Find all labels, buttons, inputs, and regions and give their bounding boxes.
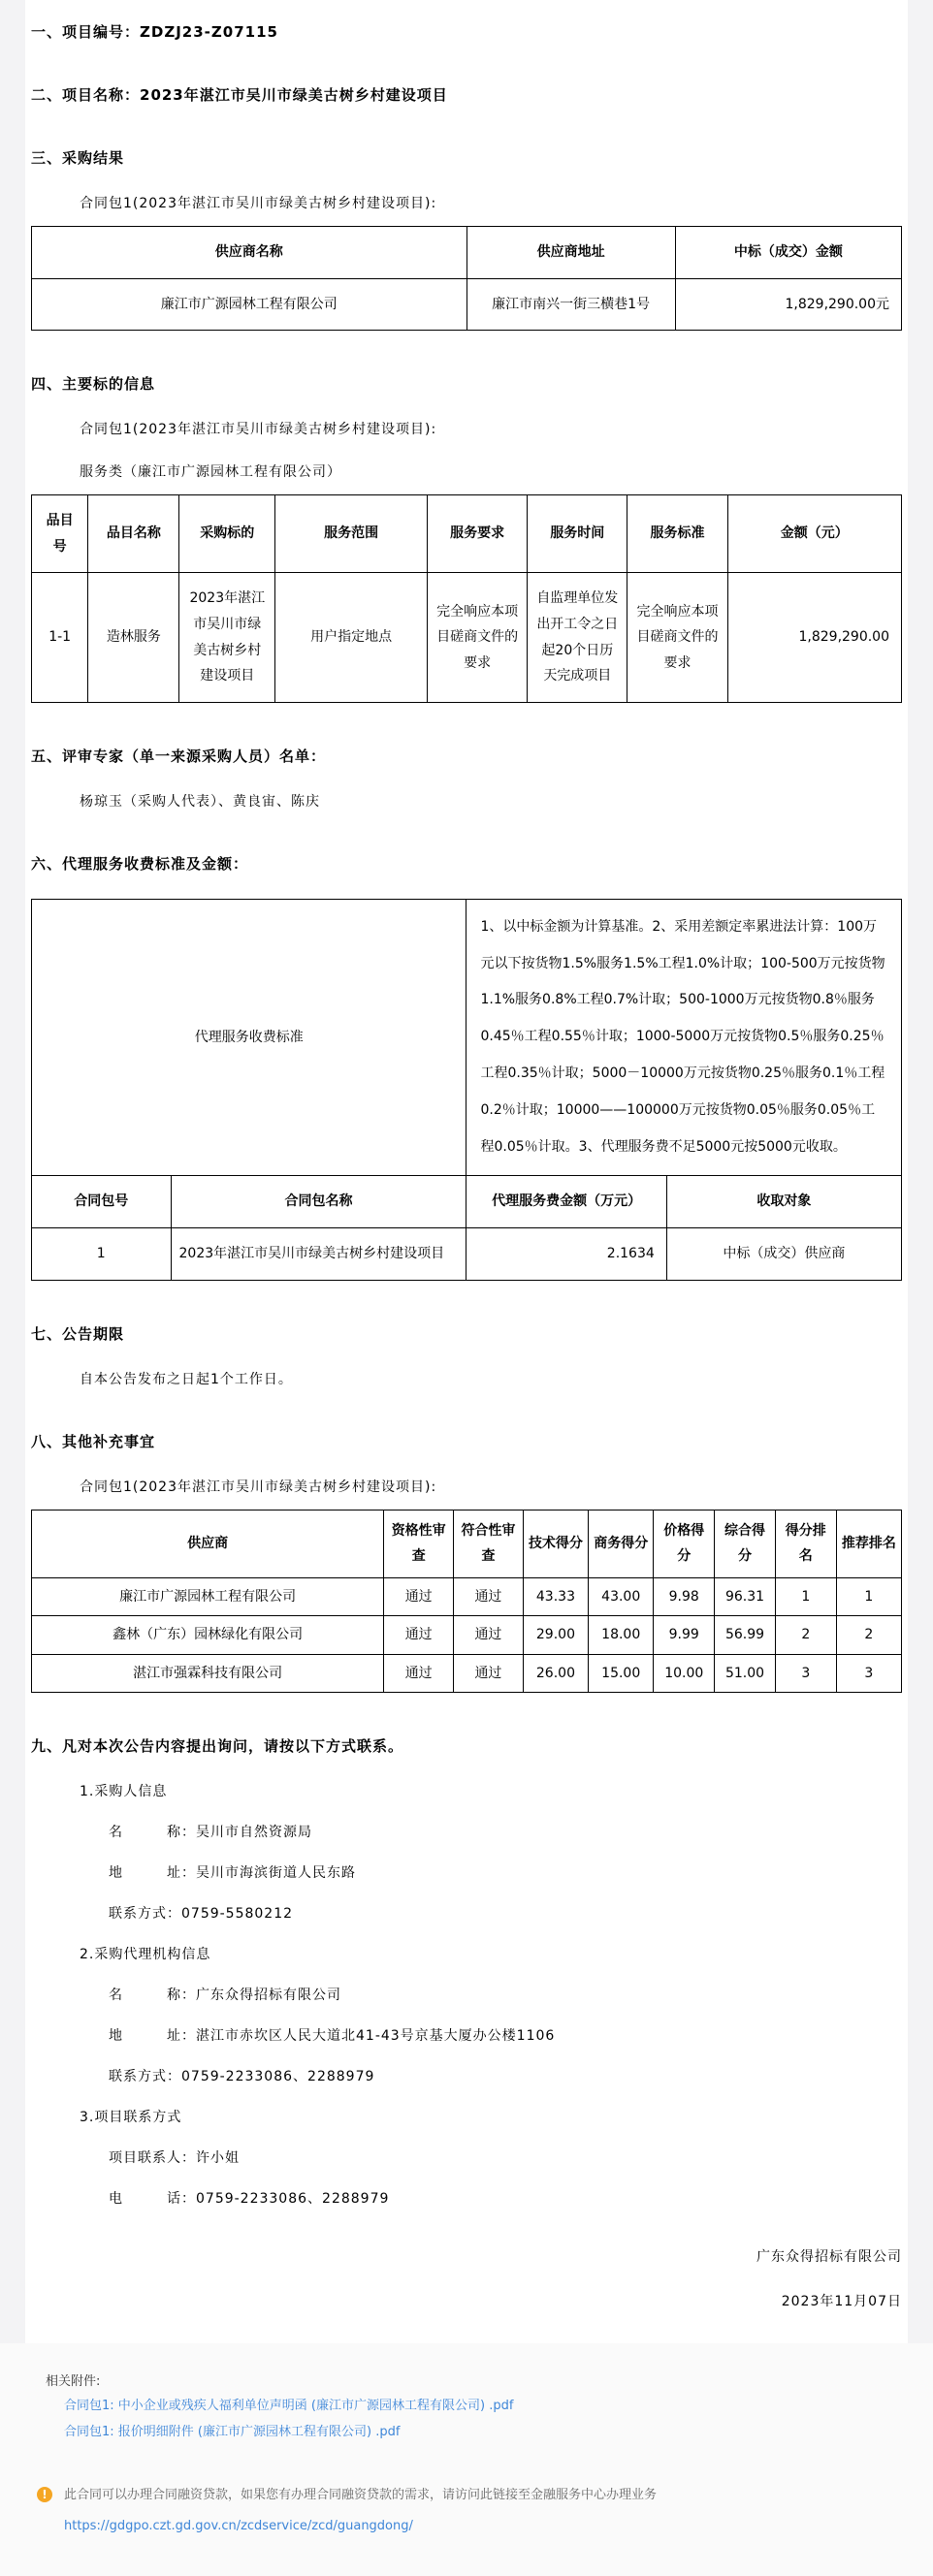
fee-payer-cell: 中标（成交）供应商 — [666, 1227, 901, 1280]
procurement-result-heading: 三、采购结果 — [31, 149, 125, 167]
package-name-header: 合同包名称 — [171, 1176, 466, 1228]
buyer-contact: 联系方式：0759-5580212 — [109, 1906, 294, 1923]
supplementary-heading: 八、其他补充事宜 — [31, 1432, 156, 1450]
award-amount-cell: 1,829,290.00元 — [675, 278, 901, 331]
procurement-target-cell: 2023年湛江市吴川市绿美古树乡村建设项目 — [179, 573, 275, 702]
item-no-cell: 1-1 — [32, 573, 88, 702]
eval-total-score-header: 综合得分 — [715, 1510, 776, 1577]
eval-cell: 9.99 — [654, 1616, 715, 1655]
service-requirement-header: 服务要求 — [428, 495, 528, 573]
eval-cell: 18.00 — [589, 1616, 654, 1655]
package-line-supplementary: 合同包1(2023年湛江市吴川市绿美古树乡村建设项目): — [80, 1479, 437, 1495]
signature-block — [31, 2246, 902, 2310]
signature-date: 2023年11月07日 — [781, 2294, 902, 2310]
eval-cell: 43.33 — [523, 1577, 588, 1616]
eval-cell: 26.00 — [523, 1654, 588, 1693]
buyer-name: 名 称：吴川市自然资源局 — [109, 1825, 312, 1841]
eval-price-score-header: 价格得分 — [654, 1510, 715, 1577]
eval-supplier-header: 供应商 — [32, 1510, 384, 1577]
item-no-header: 品目号 — [32, 495, 88, 573]
eval-cell: 29.00 — [523, 1616, 588, 1655]
project-number-heading: 一、项目编号：ZDZJ23-Z07115 — [31, 23, 278, 41]
fee-table-row — [32, 1227, 902, 1280]
service-category-line: 服务类（廉江市广源园林工程有限公司） — [80, 464, 341, 481]
eval-business-score-header: 商务得分 — [589, 1510, 654, 1577]
eval-cell: 通过 — [454, 1616, 524, 1655]
eval-cell: 3 — [836, 1654, 901, 1693]
package-line-result: 合同包1(2023年湛江市吴川市绿美古树乡村建设项目): — [80, 196, 437, 211]
eval-cell: 1 — [836, 1577, 901, 1616]
item-name-header: 品目名称 — [88, 495, 179, 573]
signature-agency: 广东众得招标有限公司 — [756, 2249, 902, 2266]
financing-notice-text: 此合同可以办理合同融资贷款，如果您有办理合同融资贷款的需求，请访问此链接至金融服务中心办理业务 — [64, 2488, 658, 2503]
service-scope-header: 服务范围 — [275, 495, 428, 573]
supplier-address-header: 供应商地址 — [466, 227, 675, 279]
package-name-cell: 2023年湛江市吴川市绿美古树乡村建设项目 — [171, 1227, 466, 1280]
warning-icon: ! — [37, 2487, 52, 2502]
announcement-period-text: 自本公告发布之日起1个工作日。 — [80, 1371, 293, 1387]
project-name-heading: 二、项目名称：2023年湛江市吴川市绿美古树乡村建设项目 — [31, 86, 448, 104]
agency-fee-table — [31, 899, 902, 1281]
attachments-label: 相关附件: — [46, 2374, 101, 2390]
agent-contact: 联系方式：0759-2233086、2288979 — [109, 2069, 375, 2085]
fee-payer-header: 收取对象 — [666, 1176, 901, 1228]
agent-name: 名 称：广东众得招标有限公司 — [109, 1988, 341, 2004]
eval-cell: 通过 — [454, 1577, 524, 1616]
subject-table-row — [32, 573, 902, 702]
agent-info-title: 2.采购代理机构信息 — [80, 1947, 211, 1963]
eval-cell: 51.00 — [715, 1654, 776, 1693]
experts-heading: 五、评审专家（单一来源采购人员）名单： — [31, 747, 327, 765]
fee-amount-cell: 2.1634 — [466, 1227, 666, 1280]
service-standard-cell: 完全响应本项目磋商文件的要求 — [627, 573, 727, 702]
attachments-footer — [0, 2343, 933, 2575]
result-table — [31, 226, 902, 331]
subject-info-heading: 四、主要标的信息 — [31, 375, 156, 394]
package-line-subject: 合同包1(2023年湛江市吴川市绿美古树乡村建设项目): — [80, 422, 437, 438]
attachment-link-declaration-pdf[interactable]: 合同包1: 中小企业或残疾人福利单位声明函 (廉江市广源园林工程有限公司) .pdf — [64, 2399, 514, 2414]
service-standard-header: 服务标准 — [627, 495, 727, 573]
buyer-address: 地 址：吴川市海滨街道人民东路 — [109, 1865, 356, 1882]
service-time-header: 服务时间 — [528, 495, 627, 573]
result-table-header-row — [32, 227, 902, 279]
project-phone: 电 话：0759-2233086、2288979 — [109, 2191, 390, 2208]
eval-tech-score-header: 技术得分 — [523, 1510, 588, 1577]
eval-cell: 1 — [775, 1577, 836, 1616]
eval-cell: 通过 — [384, 1577, 454, 1616]
financing-service-link[interactable]: https://gdgpo.czt.gd.gov.cn/zcdservice/zcd/guangdong/ — [64, 2518, 413, 2533]
eval-cell: 通过 — [384, 1616, 454, 1655]
item-name-cell: 造林服务 — [88, 573, 179, 702]
fee-standard-label-cell: 代理服务收费标准 — [32, 899, 466, 1176]
contact-heading: 九、凡对本次公告内容提出询问，请按以下方式联系。 — [31, 1737, 404, 1756]
supplier-address-cell: 廉江市南兴一街三横巷1号 — [466, 278, 675, 331]
evaluation-row-3 — [32, 1654, 902, 1693]
fee-standard-text-cell: 1、以中标金额为计算基准。2、采用差额定率累进法计算：100万元以下按货物1.5%服务1.5%工程1.0%计取；100-500万元按货物1.1%服务0.8%工程0.7%计取；500-1000万元按货物0.8％服务0.45％工程0.55％计取；1000-5000万元按货物0.5％服务0.25％工程0.35％计取；5000－10000万元按货物0.25％服务0.1％工程0.2％计取；10000——100000万元按货物0.05％服务0.05％工程0.05％计取。3、代理服务费不足5000元按5000元收取。 — [466, 899, 902, 1176]
eval-cell: 9.98 — [654, 1577, 715, 1616]
buyer-info-title: 1.采购人信息 — [80, 1784, 168, 1800]
eval-cell: 10.00 — [654, 1654, 715, 1693]
eval-supplier-cell: 湛江市强霖科技有限公司 — [32, 1654, 384, 1693]
supplier-name-cell: 廉江市广源园林工程有限公司 — [32, 278, 467, 331]
financing-notice — [42, 2486, 904, 2505]
subject-table — [31, 494, 902, 703]
service-scope-cell: 用户指定地点 — [275, 573, 428, 702]
eval-cell: 通过 — [454, 1654, 524, 1693]
subject-table-header-row — [32, 495, 902, 573]
package-no-cell: 1 — [32, 1227, 172, 1280]
evaluation-table — [31, 1510, 902, 1694]
contact-block — [80, 1781, 902, 2208]
eval-supplier-cell: 鑫林（广东）园林绿化有限公司 — [32, 1616, 384, 1655]
evaluation-header-row — [32, 1510, 902, 1577]
eval-qualification-header: 资格性审查 — [384, 1510, 454, 1577]
announcement-document — [25, 0, 908, 2343]
supplier-name-header: 供应商名称 — [32, 227, 467, 279]
evaluation-row-1 — [32, 1577, 902, 1616]
eval-cell: 2 — [836, 1616, 901, 1655]
fee-amount-header: 代理服务费金额（万元） — [466, 1176, 666, 1228]
eval-cell: 96.31 — [715, 1577, 776, 1616]
fee-table-header-row — [32, 1176, 902, 1228]
eval-score-rank-header: 得分排名 — [775, 1510, 836, 1577]
project-contact-title: 3.项目联系方式 — [80, 2110, 182, 2126]
eval-cell: 15.00 — [589, 1654, 654, 1693]
project-contact-person: 项目联系人：许小姐 — [109, 2150, 240, 2167]
service-requirement-cell: 完全响应本项目磋商文件的要求 — [428, 573, 528, 702]
amount-cell: 1,829,290.00 — [727, 573, 901, 702]
package-no-header: 合同包号 — [32, 1176, 172, 1228]
eval-cell: 3 — [775, 1654, 836, 1693]
eval-supplier-cell: 廉江市广源园林工程有限公司 — [32, 1577, 384, 1616]
result-table-row — [32, 278, 902, 331]
experts-list: 杨琼玉（采购人代表）、黄良宙、陈庆 — [80, 793, 320, 810]
eval-cell: 56.99 — [715, 1616, 776, 1655]
eval-recommend-rank-header: 推荐排名 — [836, 1510, 901, 1577]
fee-standard-row — [32, 899, 902, 1176]
procurement-target-header: 采购标的 — [179, 495, 275, 573]
eval-cell: 43.00 — [589, 1577, 654, 1616]
evaluation-row-2 — [32, 1616, 902, 1655]
agent-address: 地 址：湛江市赤坎区人民大道北41-43号京基大厦办公楼1106 — [109, 2028, 556, 2045]
award-amount-header: 中标（成交）金额 — [675, 227, 901, 279]
eval-cell: 通过 — [384, 1654, 454, 1693]
agency-fee-heading: 六、代理服务收费标准及金额： — [31, 854, 249, 873]
eval-cell: 2 — [775, 1616, 836, 1655]
service-time-cell: 自监理单位发出开工令之日起20个日历天完成项目 — [528, 573, 627, 702]
amount-header: 金额（元） — [727, 495, 901, 573]
attachment-link-quotation-pdf[interactable]: 合同包1: 报价明细附件 (廉江市广源园林工程有限公司) .pdf — [64, 2425, 401, 2440]
announcement-period-heading: 七、公告期限 — [31, 1324, 125, 1343]
eval-conformity-header: 符合性审查 — [454, 1510, 524, 1577]
